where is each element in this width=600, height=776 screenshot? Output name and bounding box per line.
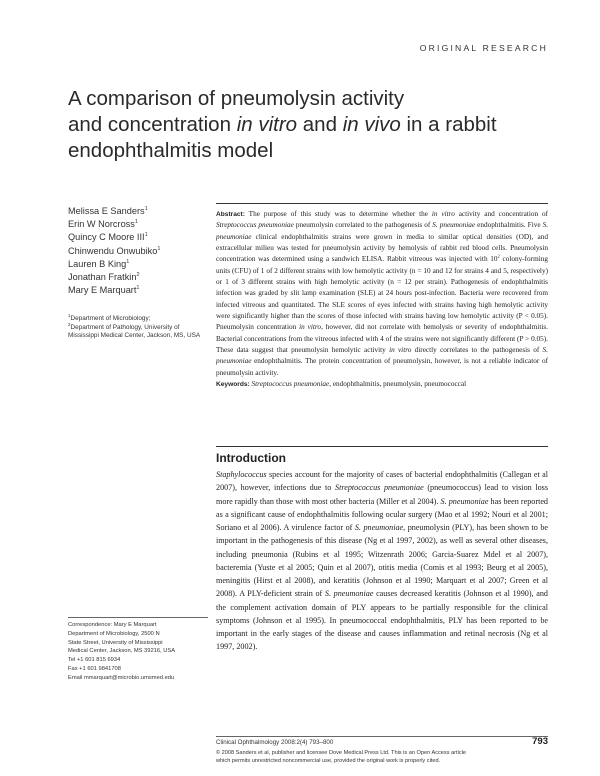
introduction-body: Staphylococcus species account for the majority of cases of bacterial endophthalmitis (Callegan et al 2007), however, infections due to Streptococcus pneumoniae (pneumococcus) lead to vision loss more rapidly than those with most other bacteria (Miller et al 2004). S. pneumoniae has been reported as a significant cause of endophthalmitis following ocular surgery (Mao et al 1992; Nouri et al 2001; Soriano et al 2006). A virulence factor of S. pneumoniae, pneumolysin (PLY), has been shown to be important in the pathogenesis of this disease (Ng et al 1997, 2002), as well as several other diseases, including pneumonia (Rubins et al 1995; Witzenrath 2006; Garcia-Suarez Mdel et al 2007), bacteremia (Yuste et al 2005; Quin et al 2007), otitis media (Comis et al 1993; Beurg et al 2005), meningitis (Hirst et al 2008), and keratitis (Johnson et al 1990; Marquart et al 2007; Green et al 2008). A PLY-deficient strain of S. pneumoniae causes decreased keratitis (Johnson et al 1990), and the complement activation domain of PLY appears to be partially responsible for the clinical symptoms (Johnson et al 1995). In pneumococcal endophthalmitis, PLY has been reported to be important in the early stages of the disease and causes inflammation and retinal necrosis (Ng et al 1997, 2002). <box>216 470 548 652</box>
keywords-rest: , endophthalmitis, pneumolysin, pneumococcal <box>329 380 467 389</box>
introduction-heading: Introduction <box>216 451 286 465</box>
affiliations <box>68 312 208 341</box>
abstract: Abstract: The purpose of this study was to determine whether the in vitro activity and concentration of Streptococcus pneumoniae pneumolysin correlated to the pathogenesis of S. pneumoniae endophthalmitis. Five S. pneumoniae clinical endophthalmitis strains were grown in media to similar optical densities (OD), and extracellular milieu was tested for pneumolysin activity by hemolysis of rabbit red blood cells. Pneumolysin concentration was determined using a sandwich ELISA. Rabbit vitreous was injected with $10^2$ colony-forming units (CFU) of 1 of 2 different strains with low hemolytic activity (n = 10 and 12 for strains 4 and 5, respectively) or 1 of 3 different strains with high hemolytic activity (n = 12 per strain). Pathogenesis of endophthalmitis infection was graded by slit lamp examination (SLE) at 24 hours post-infection. Bacteria were recovered from infected vitreous and quantitated. The SLE scores of eyes infected with strains having high hemolytic activity were significantly higher than the scores of those infected with strains having low hemolytic activity (P < 0.05). Pneumolysin concentration in vitro, however, did not correlate with hemolysis or severity of endophthalmitis. Bacterial concentrations from the vitreous infected with 4 of the strains were not significantly different (P > 0.05). These data suggest that pneumolysin hemolytic activity in vitro directly correlates to the pathogenesis of S. pneumoniae endophthalmitis. The protein concentration of pneumolysin, however, is not a reliable indicator of pneumolysin activity. Keywords: Streptococcus pneumoniae, endophthalmitis, pneumolysin, pneumococcal <box>216 210 548 389</box>
copyright-notice: © 2008 Sanders et al, publisher and licensee Dove Medical Press Ltd. This is an Open Access article which permits unrestricted noncommercial use, provided the original work is properly cited. <box>216 750 466 765</box>
footer-rule <box>216 736 548 737</box>
author: Mary E Marquart$^1$ <box>68 285 140 296</box>
title-line-2c: and <box>297 113 343 136</box>
title-line-2e: in a rabbit <box>400 113 497 136</box>
affiliation-1: $^1$Department of Microbiology; <box>68 312 151 322</box>
section-label: ORIGINAL RESEARCH <box>419 43 548 53</box>
keywords-label: Keywords: <box>216 381 250 389</box>
author-list <box>68 205 208 297</box>
author: Chinwendu Onwubiko$^1$ <box>68 245 161 256</box>
author: Erin W Norcross$^1$ <box>68 219 138 230</box>
journal-citation: Clinical Ophthalmology 2008:2(4) 793–800 <box>216 739 334 746</box>
title-in-vivo: in vivo <box>342 113 401 136</box>
introduction-top-rule <box>216 446 548 447</box>
page-number: 793 <box>532 736 548 747</box>
correspondence: Correspondence: Mary E Marquart Department of Microbiology, 2500 N State Street, University of Mississippi Medical Center, Jackson, MS 39216, USA Tel +1 601 815 6934 Fax +1 601 9841708 Email mmarquart@microbio.umsmed.edu <box>68 621 214 683</box>
abstract-top-rule <box>216 203 548 204</box>
author: Jonathan Fratkin$^2$ <box>68 271 140 283</box>
correspondence-rule <box>68 617 208 618</box>
abstract-label: Abstract: <box>216 211 245 218</box>
affiliation-2: $^2$Department of Pathology, University of Mississippi Medical Center, Jackson, MS, USA <box>68 321 201 340</box>
correspondence-email: Email mmarquart@microbio.umsmed.edu <box>68 674 175 681</box>
article-title <box>68 86 538 164</box>
author: Quincy C Moore III$^1$ <box>68 232 148 243</box>
title-line-3: endophthalmitis model <box>68 139 274 162</box>
title-line-2a: and concentration <box>68 113 237 136</box>
keyword-1: Streptococcus pneumoniae <box>249 380 330 389</box>
author: Melissa E Sanders$^1$ <box>68 205 148 216</box>
title-line-1: A comparison of pneumolysin activity <box>68 87 405 110</box>
title-in-vitro: in vitro <box>236 113 298 136</box>
author: Lauren B King$^1$ <box>68 258 130 269</box>
